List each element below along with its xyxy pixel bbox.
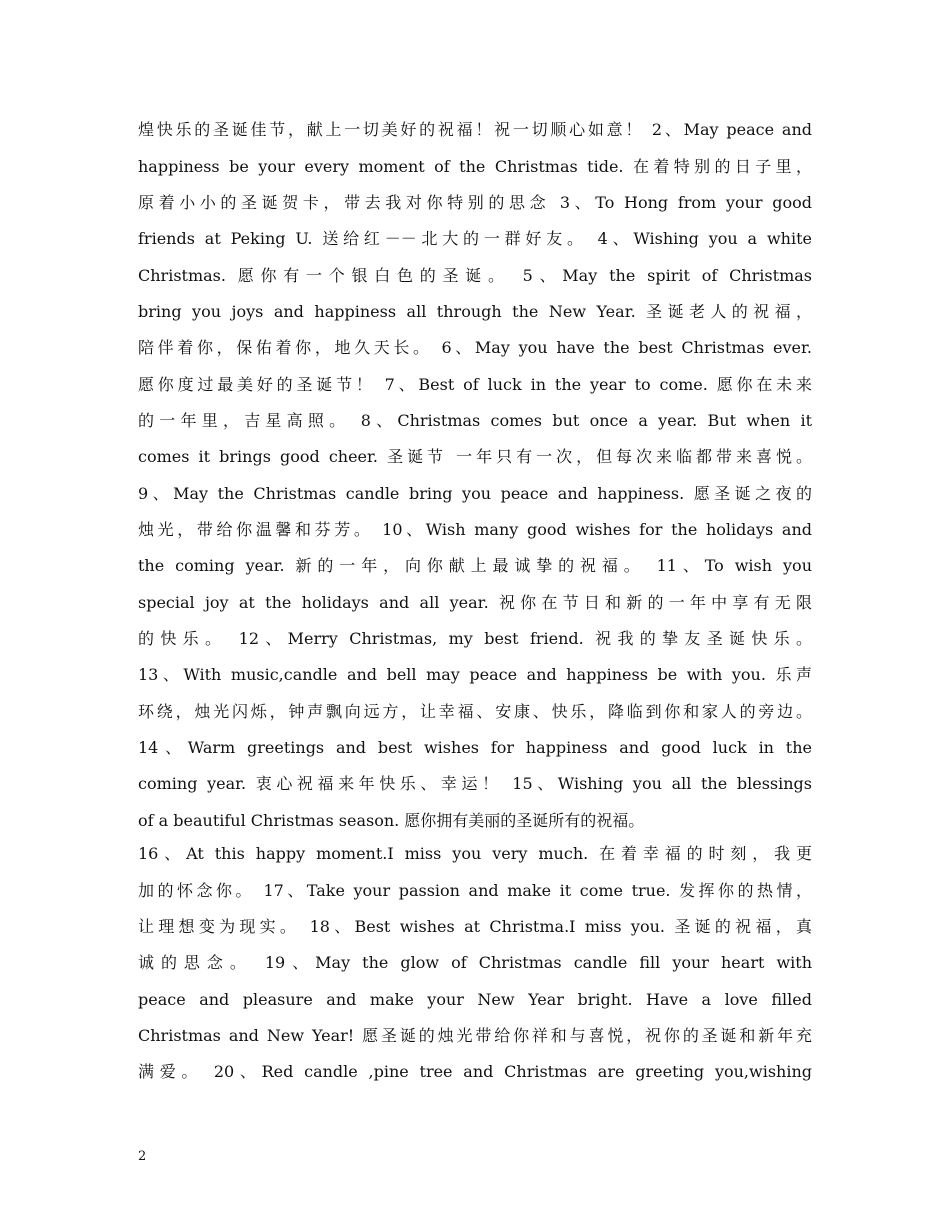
text-line: 满爱。 20、Red candle ,pine tree and Christmas are greeting you,wishing xyxy=(138,1062,812,1081)
text-line: 13、With music,candle and bell may peace and happiness be with you. 乐声 xyxy=(138,665,812,684)
text-line: 环绕，烛光闪烁，钟声飘向远方，让幸福、安康、快乐，降临到你和家人的旁边。 xyxy=(138,702,812,721)
page-number: 2 xyxy=(138,1149,147,1164)
text-line: 煌快乐的圣诞佳节，献上一切美好的祝福！祝一切顺心如意！ 2、May peace and xyxy=(138,120,812,139)
text-line: special joy at the holidays and all year. 祝你在节日和新的一年中享有无限 xyxy=(138,593,812,612)
text-line: comes it brings good cheer. 圣诞节 一年只有一次，但每次来临都带来喜悦。 xyxy=(138,447,812,466)
text-line: 9、May the Christmas candle bring you peace and happiness. 愿圣诞之夜的 xyxy=(138,484,812,503)
text-line: 16、At this happy moment.I miss you very much. 在着幸福的时刻，我更 xyxy=(138,844,812,863)
text-line: Christmas. 愿你有一个银白色的圣诞。 5、May the spirit of Christmas xyxy=(138,266,812,285)
text-line: 让理想变为现实。 18、Best wishes at Christma.I miss you. 圣诞的祝福，真 xyxy=(138,917,812,936)
text-line: of a beautiful Christmas season. 愿你拥有美丽的圣诞所有的祝福。 xyxy=(138,811,645,830)
text-line: 烛光，带给你温馨和芬芳。 10、Wish many good wishes for the holidays and xyxy=(138,520,812,539)
text-line: the coming year. 新的一年，向你献上最诚挚的祝福。 11、To wish you xyxy=(138,556,812,575)
text-line: 加的怀念你。 17、Take your passion and make it come true. 发挥你的热情， xyxy=(138,881,812,900)
text-line: 的一年里，吉星高照。 8、Christmas comes but once a year. But when it xyxy=(138,411,812,430)
text-line: coming year. 衷心祝福来年快乐、幸运！ 15、Wishing you all the blessings xyxy=(138,774,812,793)
text-line: happiness be your every moment of the Christmas tide. 在着特别的日子里， xyxy=(138,157,812,176)
text-line: Christmas and New Year! 愿圣诞的烛光带给你祥和与喜悦，祝你的圣诞和新年充 xyxy=(138,1026,812,1045)
text-line: 14、Warm greetings and best wishes for happiness and good luck in the xyxy=(138,738,812,757)
text-line: 陪伴着你，保佑着你，地久天长。 6、May you have the best Christmas ever. xyxy=(138,338,812,357)
text-line: friends at Peking U. 送给红－－北大的一群好友。 4、Wishing you a white xyxy=(138,229,812,248)
text-line: 原着小小的圣诞贺卡，带去我对你特别的思念 3、To Hong from your good xyxy=(138,193,812,212)
text-line: 诚的思念。 19、May the glow of Christmas candle fill your heart with xyxy=(138,953,812,972)
text-line: 的快乐。 12、Merry Christmas, my best friend. 祝我的挚友圣诞快乐。 xyxy=(138,629,812,648)
text-line: bring you joys and happiness all through the New Year. 圣诞老人的祝福， xyxy=(138,302,812,321)
text-line: 愿你度过最美好的圣诞节！ 7、Best of luck in the year to come. 愿你在未来 xyxy=(138,375,812,394)
text-line: peace and pleasure and make your New Year bright. Have a love filled xyxy=(138,990,812,1009)
